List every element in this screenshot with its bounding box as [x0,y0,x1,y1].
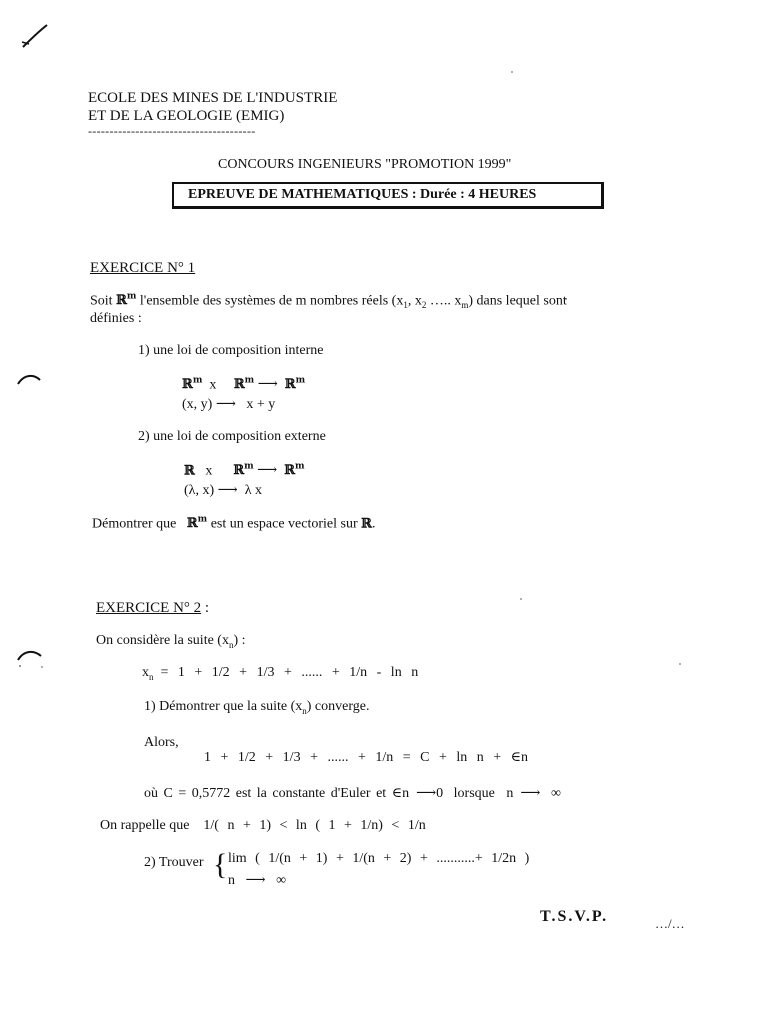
tsvp-note: T.S.V.P. [540,908,609,925]
q1-text: 1) Démontrer que la suite (x [144,699,303,714]
real-m-symbol: ℝ$^m$ [116,292,137,309]
long-arrow-icon: ⟶ [520,786,541,801]
ex1-item1: 1) une loi de composition interne [138,343,324,358]
punch-hole-mark-upper [16,372,42,386]
prove-text: Démontrer que [92,516,177,532]
intro-body: l'ensemble des systèmes de m nombres réels (x [139,293,404,309]
heading-colon: : [204,600,210,616]
ex2-formula: $x_n = 1 + 1/2 + 1/3$ + ...... + 1/n - ln n [142,665,419,682]
rappel-text: On rappelle que [100,818,190,833]
infinity-symbol: ∞ [276,873,287,888]
limit-variable: n [228,873,235,888]
ex2-q2-line1: lim ( 1/(n + 1) + 1/(n + 2) + ...........+ 1/2n ) [228,851,530,866]
exercise-2-heading: EXERCICE N° 2 [96,600,202,616]
scan-speck [679,663,681,665]
exam-title: EPREUVE DE MATHEMATIQUES : Durée : 4 HEURES [188,187,537,202]
real-m-symbol: ℝ$^m$ [186,515,208,532]
real-m-symbol: ℝ$^m$ [233,462,254,479]
ex2-alors: Alors, [144,735,179,750]
euler-text: où C = 0,5772 est la constante d'Euler et ∈n [144,786,410,801]
real-symbol: ℝ [361,516,372,532]
exercise-1-intro-line2: définies : [90,311,142,326]
prove-text-2: est un espace vectoriel sur [210,516,358,532]
infinity-symbol: ∞ [550,786,561,801]
rappel-inequality: 1/( n + 1) < ln ( 1 + 1/n) < 1/n [203,818,426,833]
exercise-1-heading: EXERCICE N° 1 [90,260,196,276]
ex2-intro-text: On considère la suite (x [96,633,229,648]
contest-title: CONCOURS INGENIEURS "PROMOTION 1999" [218,157,512,172]
real-m-symbol: ℝ$^m$ [284,376,306,393]
ex2-euler-line [144,785,561,802]
sequence-definition: = 1 + 1/2 + 1/3 + ...... + 1/n - ln n [160,665,419,680]
lambda-x: λ x [244,483,262,498]
pen-mark-top-left [20,22,50,52]
ex1-item2-map2 [184,482,262,499]
ex1-prove: Démontrer que ℝ$^m$ est un espace vectoriel sur ℝ. [92,515,376,532]
exercise-2-heading-wrap [96,600,209,617]
times-sign: x [205,463,213,479]
ex2-intro: On considère la suite $(x_n)$ : [96,633,246,650]
scan-speck [41,666,43,668]
punch-hole-mark-lower [16,648,44,668]
pair-xy: (x, y) [182,397,213,412]
ex1-item2-map1 [184,462,305,479]
scan-speck [511,71,513,73]
q1-end: ) converge. [306,699,370,714]
intro-soit: Soit [90,293,113,309]
ex2-q2-label: 2) Trouver [144,855,204,870]
long-arrow-icon: ⟶ [257,377,278,393]
exercise-1-intro: Soit ℝ$^m$ l'ensemble des systèmes de m nombres réels ($x_1$, $x_2$ ….. $x_m$) dans lequel sont [90,292,567,311]
intro-end: dans lequel sont [476,293,567,309]
ex1-item1-map2 [182,396,275,413]
real-m-symbol: ℝ$^m$ [233,376,255,393]
pair-lambda-x: (λ, x) [184,483,215,498]
ex1-item1-map1 [182,376,305,393]
long-arrow-icon: ⟶ [257,463,278,479]
real-symbol: ℝ [184,463,195,479]
real-m-symbol: ℝ$^m$ [182,376,203,393]
ex2-rappel [100,818,426,834]
continuation-mark: …/… [655,916,685,931]
limit-zero: 0 [436,786,444,801]
ex2-q1: 1) Démontrer que la suite $(x_n)$ converge. [144,699,370,716]
long-arrow-icon: ⟶ [245,873,266,888]
ex2-alors-equation: 1 + 1/2 + 1/3 + ...... + 1/n = C + ln n + ∈n [204,750,529,765]
long-arrow-icon: ⟶ [416,786,437,801]
times-sign: x [209,377,217,393]
long-arrow-icon: ⟶ [217,483,238,498]
long-arrow-icon: ⟶ [215,397,236,412]
brace-symbol: { [213,848,228,881]
real-m-symbol: ℝ$^m$ [284,462,305,479]
sum-xy: x + y [246,397,276,412]
scan-speck [520,598,522,600]
lorsque-text: lorsque n [453,786,514,801]
header-rule: --------------------------------------- [88,124,256,138]
school-name-line1: ECOLE DES MINES DE L'INDUSTRIE [88,90,338,106]
ex2-q2-line2 [228,872,286,889]
school-name-line2: ET DE LA GEOLOGIE (EMIG) [88,108,285,124]
ex1-item2: 2) une loi de composition externe [138,429,326,444]
